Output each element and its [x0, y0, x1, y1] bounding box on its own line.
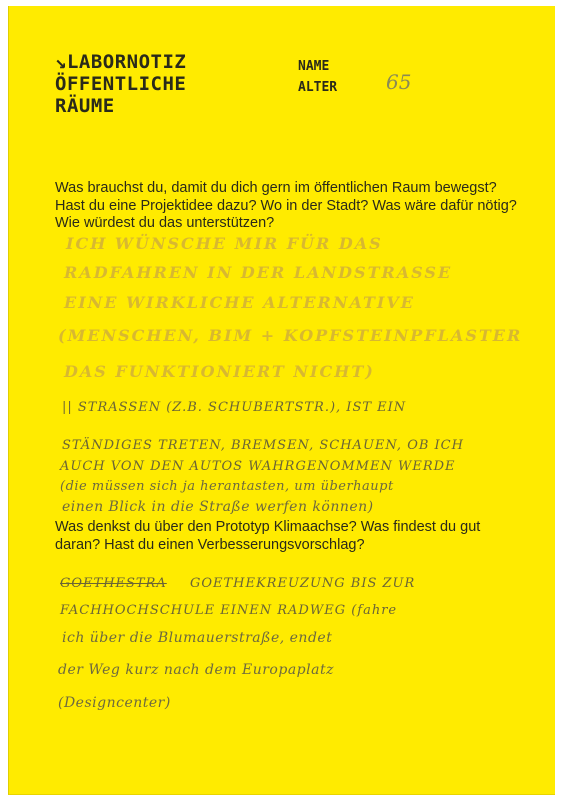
title-line-2: ÖFFENTLICHE — [55, 73, 187, 95]
answer2-line: der Weg kurz nach dem Europaplatz — [58, 662, 334, 678]
answer-ink-line: STÄNDIGES TRETEN, BREMSEN, SCHAUEN, OB ICH — [62, 438, 464, 453]
age-label: ALTER — [298, 80, 338, 95]
question-1: Was brauchst du, damit du dich gern im öffentlichen Raum bewegst? Hast du eine Projektidee dazu? Wo in der Stadt? Was wäre dafür nötig? Wie würdest du das unterstützen? — [55, 180, 517, 231]
form-title — [55, 51, 186, 117]
answer-faint-line: ICH WÜNSCHE MIR FÜR DAS — [66, 234, 383, 253]
answer2-line: FACHHOCHSCHULE EINEN RADWEG (fahre — [60, 603, 398, 618]
answer2-line: (Designcenter) — [58, 695, 171, 711]
name-label: NAME — [298, 59, 330, 74]
answer-faint-line: DAS FUNKTIONIERT NICHT) — [64, 362, 375, 381]
answer2-line: ich über die Blumauerstraße, endet — [62, 630, 333, 646]
answer-faint-line: (MENSCHEN, BIM + KOPFSTEINPFLASTER — [58, 326, 523, 345]
title-line-3: RÄUME — [55, 95, 115, 117]
struck-word: GOETHESTRA — [60, 576, 167, 591]
answer2-line: GOETHEKREUZUNG BIS ZUR — [189, 576, 416, 591]
answer-cursive-line: einen Blick in die Straße werfen können) — [62, 499, 374, 515]
age-value: 65 — [386, 70, 412, 94]
meta-fields — [298, 56, 337, 98]
answer-ink-line: AUCH VON DEN AUTOS WAHRGENOMMEN WERDE — [60, 459, 456, 474]
answer-ink-line: || STRASSEN (Z.B. SCHUBERTSTR.), IST EIN — [62, 400, 407, 415]
title-line-1: ↘LABORNOTIZ — [55, 51, 187, 73]
answer2-first-line — [60, 576, 415, 591]
answer-cursive-line: (die müssen sich ja herantasten, um überhaupt — [60, 479, 394, 494]
question-2: Was denkst du über den Prototyp Klimaachse? Was findest du gut daran? Hast du einen Verbesserungsvorschlag? — [55, 519, 481, 553]
answer-faint-line: EINE WIRKLICHE ALTERNATIVE — [64, 293, 415, 312]
answer-faint-line: RADFAHREN IN DER LANDSTRASSE — [64, 263, 453, 282]
